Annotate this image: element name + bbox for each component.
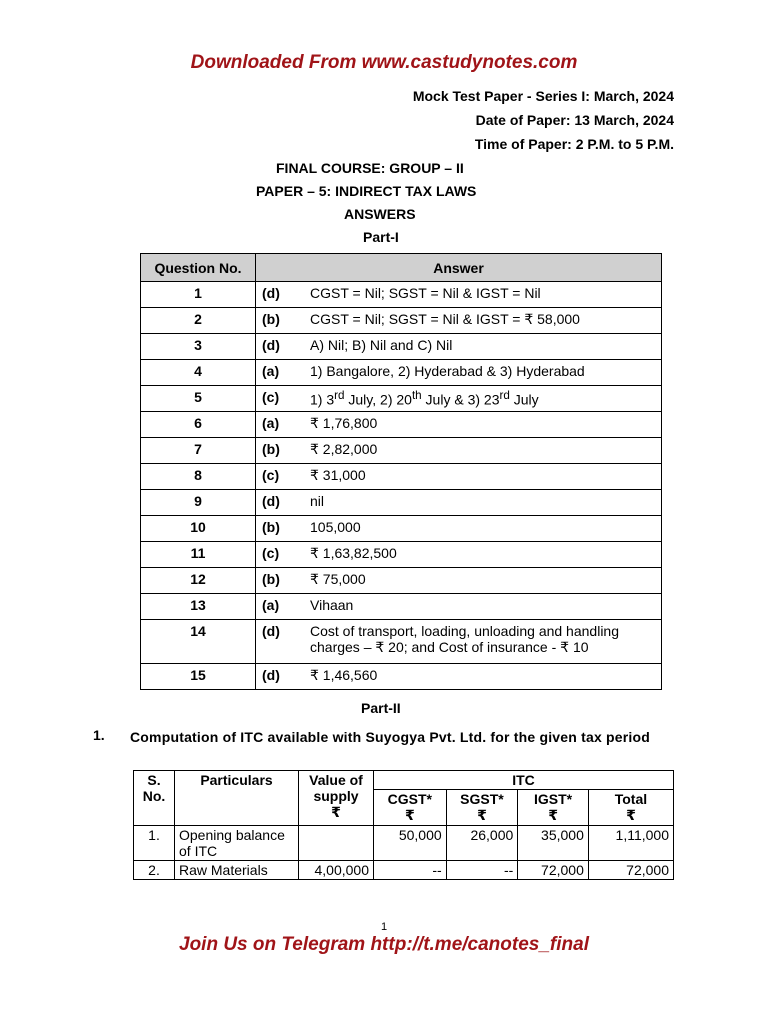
table-row	[141, 464, 662, 490]
question-number: 8	[141, 464, 256, 490]
answer-part: July	[509, 391, 539, 408]
answer-text: Cost of transport, loading, unloading and handling charges – ₹ 20; and Cost of insurance - ₹ 10	[304, 620, 662, 664]
col-answer-header: Answer	[256, 254, 662, 282]
table-row	[141, 516, 662, 542]
col-total-header	[588, 790, 673, 826]
part2-title: Part-II	[361, 700, 401, 716]
rupee-symbol: ₹	[477, 807, 487, 823]
sgst-label: SGST*	[460, 791, 504, 807]
itc-table	[133, 770, 674, 880]
answer-text: ₹ 1,63,82,500	[304, 542, 662, 568]
value-cell: 4,00,000	[299, 861, 374, 880]
answer-option: (c)	[256, 464, 305, 490]
col-cgst-header	[374, 790, 447, 826]
answer-part: 1) 3	[310, 391, 335, 408]
answer-part: July, 2) 20	[344, 391, 412, 408]
ordinal-suffix: rd	[499, 389, 510, 402]
col-itc-header: ITC	[374, 771, 674, 790]
serial-number: 2.	[134, 861, 175, 880]
value-header-label: Value of supply	[309, 772, 363, 804]
question-number: 15	[141, 664, 256, 690]
table-row	[141, 620, 662, 664]
question-number: 11	[141, 542, 256, 568]
total-cell: 72,000	[588, 861, 673, 880]
col-sno-header: S. No.	[134, 771, 175, 826]
answer-text: ₹ 75,000	[304, 568, 662, 594]
cgst-cell: --	[374, 861, 447, 880]
question-number: 4	[141, 360, 256, 386]
question-number: 12	[141, 568, 256, 594]
table-row	[141, 412, 662, 438]
answer-option: (b)	[256, 568, 305, 594]
table-row	[141, 334, 662, 360]
answer-option: (a)	[256, 594, 305, 620]
date-line: Date of Paper: 13 March, 2024	[475, 112, 674, 128]
value-cell	[299, 826, 374, 861]
table-row	[141, 386, 662, 412]
answers-table	[140, 253, 662, 690]
particulars-cell: Raw Materials	[175, 861, 299, 880]
igst-label: IGST*	[534, 791, 573, 807]
course-title: FINAL COURSE: GROUP – II	[276, 160, 464, 176]
table-row	[134, 826, 674, 861]
sgst-cell: 26,000	[446, 826, 518, 861]
igst-cell: 35,000	[518, 826, 589, 861]
col-value-header	[299, 771, 374, 826]
answer-text: ₹ 1,46,560	[304, 664, 662, 690]
rupee-symbol: ₹	[626, 807, 636, 823]
total-cell: 1,11,000	[588, 826, 673, 861]
answer-text: nil	[304, 490, 662, 516]
col-sgst-header	[446, 790, 518, 826]
question-heading: Computation of ITC available with Suyogya Pvt. Ltd. for the given tax period	[130, 729, 651, 745]
question-number: 9	[141, 490, 256, 516]
col-question-header: Question No.	[141, 254, 256, 282]
rupee-symbol: ₹	[404, 807, 415, 823]
telegram-banner: Join Us on Telegram http://t.me/canotes_final	[179, 934, 589, 955]
answer-option: (d)	[256, 282, 305, 308]
answer-option: (b)	[256, 516, 305, 542]
answer-text: Vihaan	[304, 594, 662, 620]
series-line: Mock Test Paper - Series I: March, 2024	[412, 88, 674, 104]
answer-option: (c)	[256, 386, 305, 412]
answer-option: (d)	[256, 664, 305, 690]
table-row	[141, 542, 662, 568]
question-number: 1	[141, 282, 256, 308]
rupee-symbol: ₹	[331, 804, 341, 820]
question-number: 10	[141, 516, 256, 542]
table-row	[141, 360, 662, 386]
answer-text: 1) Bangalore, 2) Hyderabad & 3) Hyderabad	[304, 360, 662, 386]
answer-option: (d)	[256, 334, 305, 360]
col-igst-header	[518, 790, 589, 826]
table-row	[134, 861, 674, 880]
question-number: 7	[141, 438, 256, 464]
table-row	[141, 594, 662, 620]
cgst-label: CGST*	[387, 791, 432, 807]
total-label: Total	[614, 791, 648, 807]
rupee-symbol: ₹	[548, 807, 558, 823]
time-line: Time of Paper: 2 P.M. to 5 P.M.	[474, 136, 674, 152]
table-row	[141, 438, 662, 464]
question-number-label: 1.	[93, 727, 105, 743]
ordinal-suffix: rd	[334, 389, 345, 402]
page-number: 1	[380, 921, 388, 933]
serial-number: 1.	[134, 826, 175, 861]
question-number: 3	[141, 334, 256, 360]
download-banner: Downloaded From www.castudynotes.com	[190, 52, 578, 73]
table-row	[141, 664, 662, 690]
answer-option: (d)	[256, 620, 305, 664]
question-number: 6	[141, 412, 256, 438]
answer-option: (b)	[256, 438, 305, 464]
question-number: 14	[141, 620, 256, 664]
answer-text: A) Nil; B) Nil and C) Nil	[304, 334, 662, 360]
answer-text: 105,000	[304, 516, 662, 542]
cgst-cell: 50,000	[374, 826, 447, 861]
answer-text: CGST = Nil; SGST = Nil & IGST = ₹ 58,000	[304, 308, 662, 334]
particulars-cell: Opening balance of ITC	[175, 826, 299, 861]
col-particulars-header: Particulars	[175, 771, 299, 826]
answer-option: (d)	[256, 490, 305, 516]
answer-option: (a)	[256, 412, 305, 438]
part1-title: Part-I	[363, 229, 399, 245]
answer-option: (b)	[256, 308, 305, 334]
answers-title: ANSWERS	[344, 206, 416, 222]
question-number: 2	[141, 308, 256, 334]
answer-text: CGST = Nil; SGST = Nil & IGST = Nil	[304, 282, 662, 308]
paper-title: PAPER – 5: INDIRECT TAX LAWS	[256, 183, 477, 199]
table-row	[141, 490, 662, 516]
answer-option: (a)	[256, 360, 305, 386]
sgst-cell: --	[446, 861, 518, 880]
question-number: 5	[141, 386, 256, 412]
answer-part: July & 3) 23	[421, 391, 500, 408]
answer-text: ₹ 31,000	[304, 464, 662, 490]
ordinal-suffix: th	[411, 389, 422, 402]
answer-text: ₹ 2,82,000	[304, 438, 662, 464]
answer-text: ₹ 1,76,800	[304, 412, 662, 438]
answer-option: (c)	[256, 542, 305, 568]
table-row	[141, 282, 662, 308]
igst-cell: 72,000	[518, 861, 589, 880]
question-number: 13	[141, 594, 256, 620]
table-row	[141, 308, 662, 334]
table-row	[141, 568, 662, 594]
answer-text	[304, 386, 662, 412]
